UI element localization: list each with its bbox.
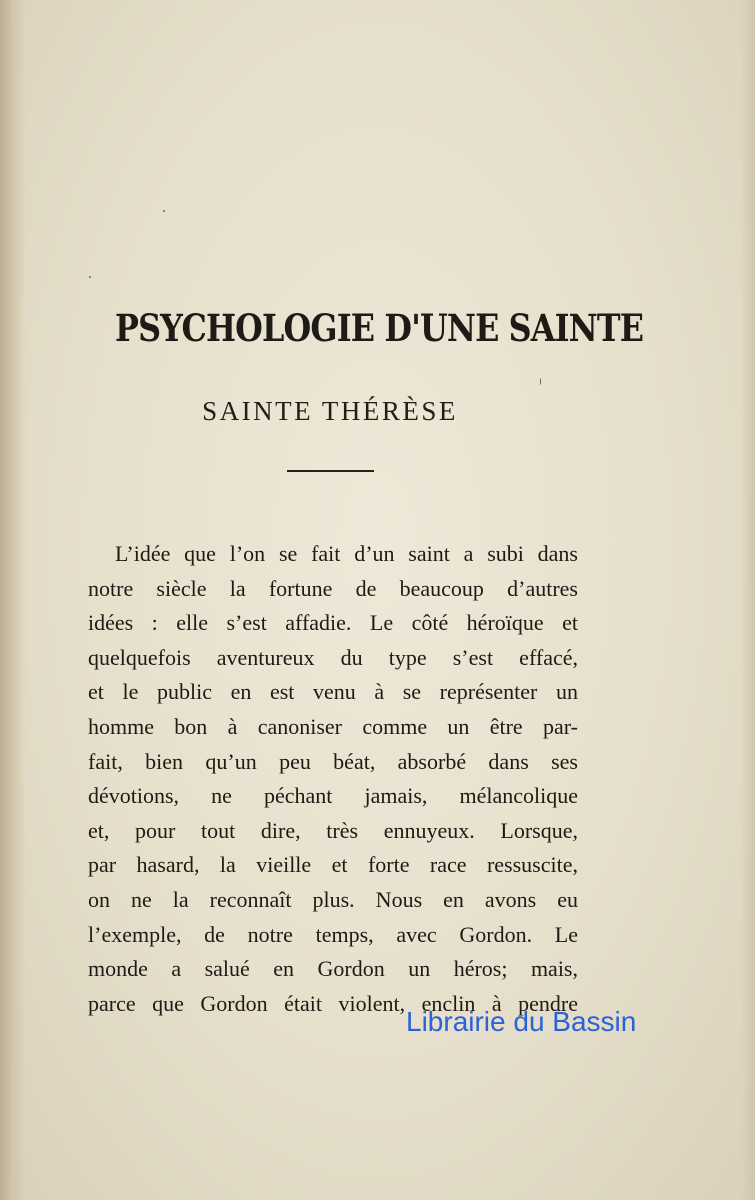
watermark: Librairie du Bassin: [406, 1006, 637, 1037]
text-line: idées : elle s’est affadie. Le côté héroïque et: [88, 610, 578, 636]
chapter-subtitle: SAINTE THÉRÈSE: [202, 396, 458, 426]
page-edge: [741, 0, 755, 1200]
text-line: monde a salué en Gordon un héros; mais,: [88, 956, 578, 982]
text-line: dévotions, ne péchant jamais, mélancolique: [88, 783, 578, 809]
paper-speck: [163, 210, 165, 212]
text-line: notre siècle la fortune de beaucoup d’autres: [88, 575, 578, 601]
text-line: on ne la reconnaît plus. Nous en avons eu: [88, 886, 578, 912]
text-line: l’exemple, de notre temps, avec Gordon. Le: [88, 921, 578, 947]
text-line: par hasard, la vieille et forte race ressuscite,: [88, 852, 578, 878]
binding-gutter: [0, 0, 26, 1200]
divider-rule: [287, 470, 374, 472]
text-line: et, pour tout dire, très ennuyeux. Lorsque,: [88, 817, 578, 843]
text-line: L’idée que l’on se fait d’un saint a subi dans: [115, 541, 578, 566]
body-paragraph: [88, 537, 578, 1021]
chapter-title: PSYCHOLOGIE D'UNE SAINTE: [115, 306, 644, 350]
paper-speck: [89, 276, 91, 278]
text-line: et le public en est venu à se représenter un: [88, 679, 578, 705]
text-line: fait, bien qu’un peu béat, absorbé dans ses: [88, 748, 578, 774]
text-line: quelquefois aventureux du type s’est effacé,: [88, 644, 578, 670]
paper-speck: [540, 378, 541, 385]
text-line: homme bon à canoniser comme un être par-: [88, 713, 578, 739]
text-line: parce que Gordon était violent, enclin à pendre: [88, 990, 578, 1016]
